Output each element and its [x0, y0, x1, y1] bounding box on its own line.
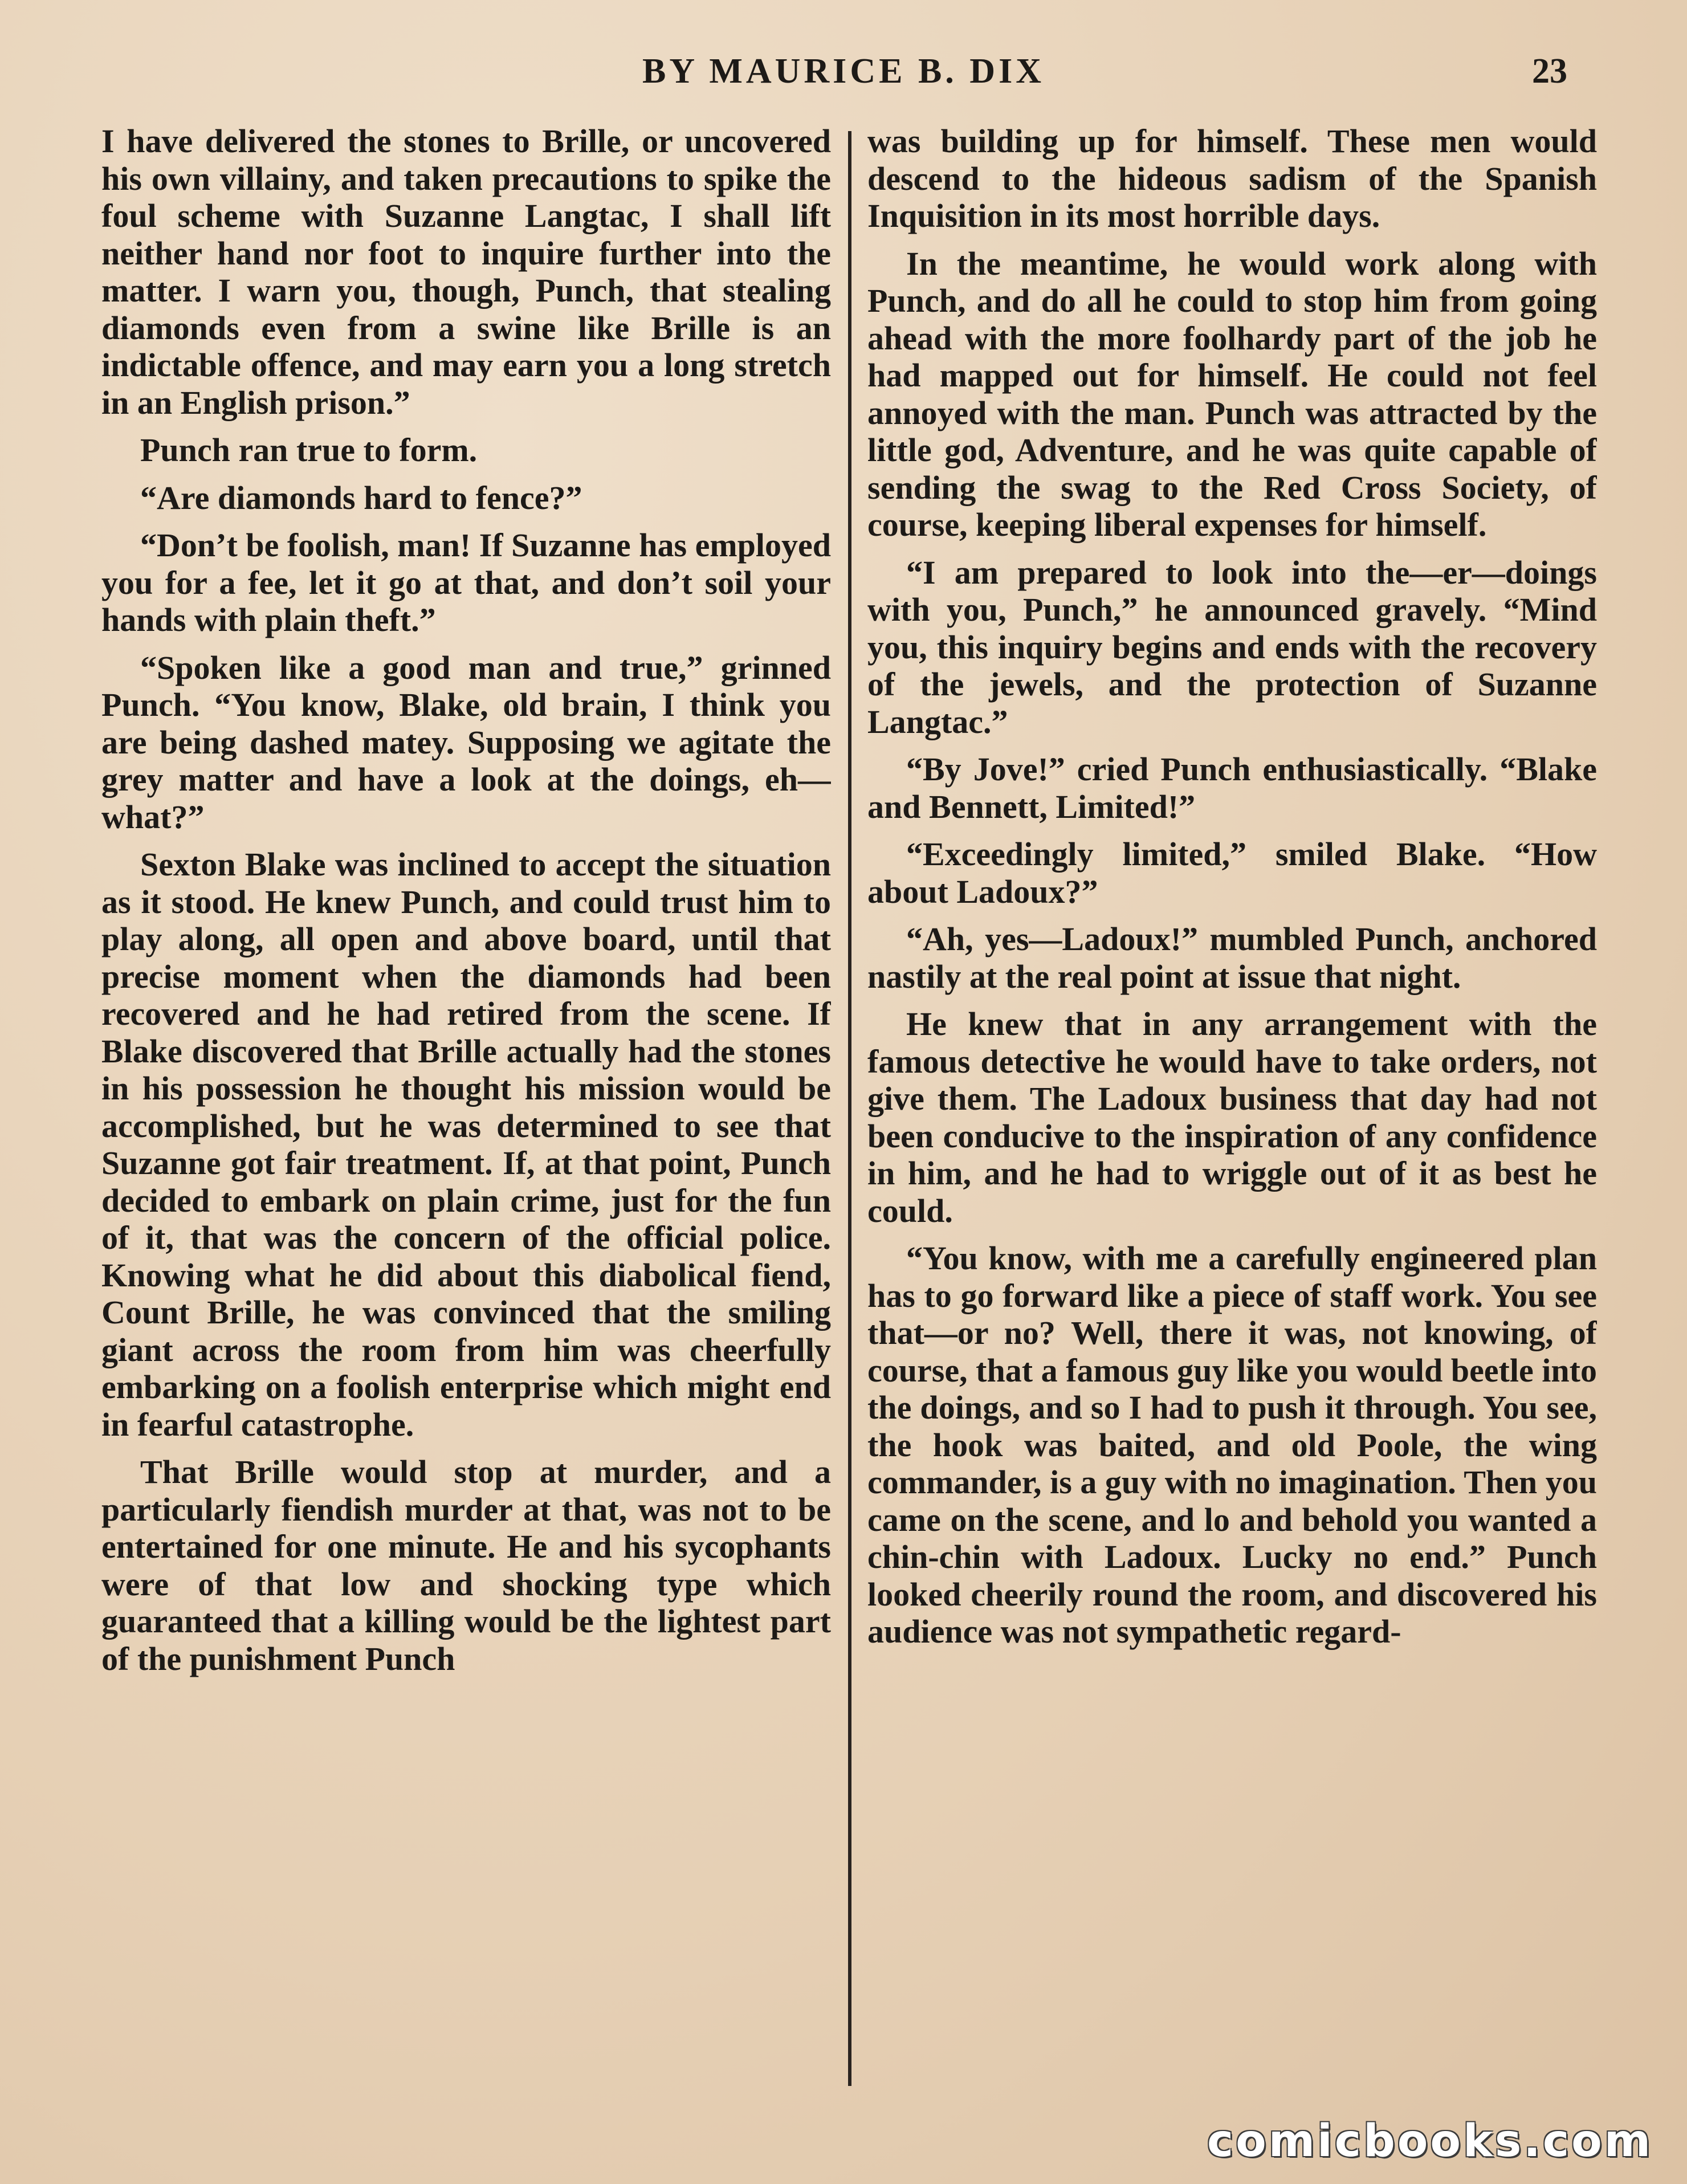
paragraph: “Don’t be foolish, man! If Suzanne has employed you for a fee, let it go at that, and don’t soil your hands with plain theft.” — [101, 527, 831, 638]
page-number: 23 — [1532, 52, 1567, 91]
paragraph: “Ah, yes—Ladoux!” mumbled Punch, anchored nastily at the real point at issue that night. — [867, 920, 1597, 995]
paragraph: “Are diamonds hard to fence?” — [140, 479, 582, 516]
paragraph: “Exceedingly limited,” smiled Blake. “How about Ladoux?” — [867, 836, 1597, 910]
column-divider — [848, 131, 851, 2086]
paragraph: “You know, with me a carefully engineered plan has to go forward like a piece of staff work. You see that—or no? Well, there it was, not knowing, of course, that a famous guy like you would beetle into the doings, and so I had to push it through. You see, the hook was baited, and old Poole, the wing commander, is a guy with no imagination. Then you came on the scene, and lo and behold you wanted a chin-chin with Ladoux. Lucky no end.” Punch looked cheerily round the room, and discovered his audience was not sympathetic regard- — [867, 1240, 1597, 1650]
paragraph: I have delivered the stones to Brille, or uncovered his own villainy, and taken precautions to spike the foul scheme with Suzanne Langtac, I shall lift neither hand nor foot to inquire further into the matter. I warn you, though, Punch, that stealing diamonds even from a swine like Brille is an indictable offence, and may earn you a long stretch in an English prison.” — [101, 123, 831, 421]
paragraph: “I am prepared to look into the—er—doings with you, Punch,” he announced gravely. “Mind you, this inquiry begins and ends with the recovery of the jewels, and the protection of Suzanne Langtac.” — [867, 553, 1597, 740]
paragraph: “Spoken like a good man and true,” grinned Punch. “You know, Blake, old brain, I think you are being dashed matey. Supposing we agitate the grey matter and have a look at the doings, eh—what?” — [101, 649, 831, 836]
running-head: BY MAURICE B. DIX — [642, 52, 1045, 91]
paragraph: In the meantime, he would work along with Punch, and do all he could to stop him from going ahead with the more foolhardy part of the job he had mapped out for himself. He could not feel annoyed with the man. Punch was attracted by the little god, Adventure, and he was quite capable of sending the swag to the Red Cross Society, of course, keeping liberal expenses for himself. — [867, 245, 1597, 543]
paragraph: Punch ran true to form. — [140, 431, 478, 468]
paragraph: He knew that in any arrangement with the famous detective he would have to take orders, not give them. The Ladoux business that day had not been conducive to the inspiration of any confidence in him, and he had to wriggle out of it as best he could. — [867, 1005, 1597, 1229]
paragraph: Sexton Blake was inclined to accept the situation as it stood. He knew Punch, and could trust him to play along, all open and above board, until that precise moment when the diamonds had been recovered and he had retired from the scene. If Blake discovered that Brille actually had the stones in his possession he thought his mission would be accomplished, but he was determined to see that Suzanne got fair treatment. If, at that point, Punch decided to embark on plain crime, just for the fun of it, that was the concern of the official police. Knowing what he did about this diabolical fiend, Count Brille, he was convinced that the smiling giant across the room from him was cheerfully embarking on a foolish enterprise which might end in fearful catastrophe. — [101, 846, 831, 1443]
paragraph: was building up for himself. These men would descend to the hideous sadism of the Spanish Inquisition in its most horrible days. — [867, 123, 1597, 234]
right-column — [867, 123, 1597, 2106]
paragraph: “By Jove!” cried Punch enthusiastically. “Blake and Bennett, Limited!” — [867, 751, 1597, 825]
left-column — [101, 123, 831, 2106]
paragraph: That Brille would stop at murder, and a particularly fiendish murder at that, was not to be entertained for one minute. He and his sycophants were of that low and shocking type which guaranteed that a killing would be the lightest part of the punishment Punch — [101, 1453, 831, 1677]
watermark: comicbooks.com — [1207, 2116, 1653, 2167]
page-header — [0, 51, 1687, 103]
